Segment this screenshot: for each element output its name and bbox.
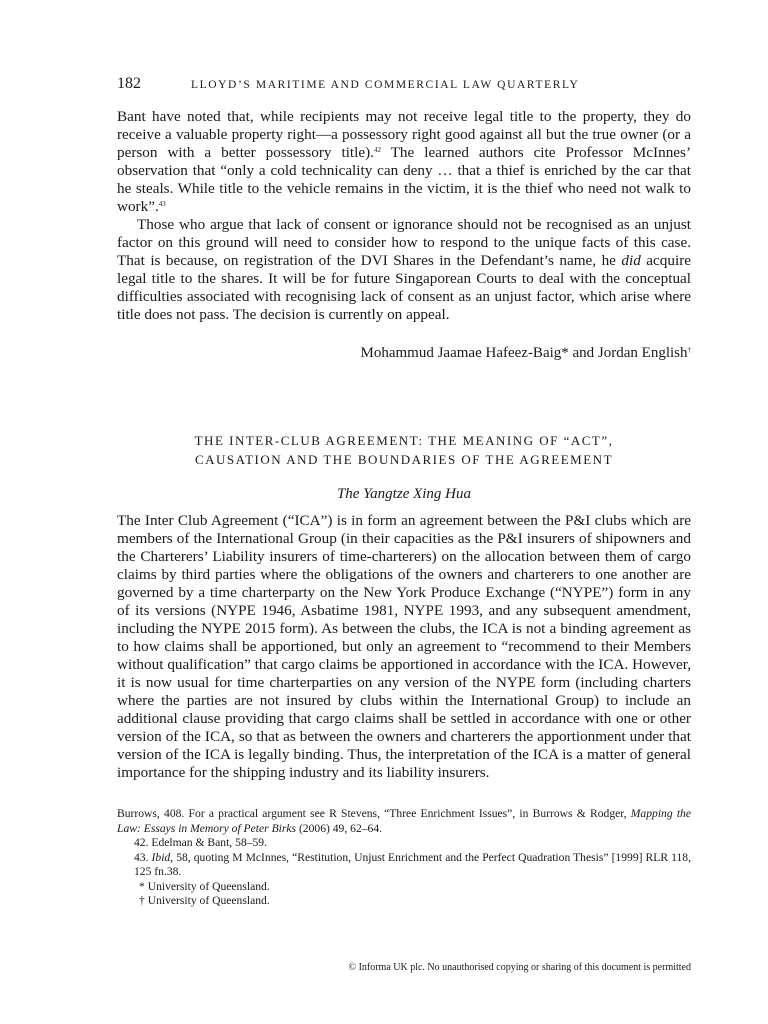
article-continuation: [117, 108, 691, 324]
heading-line-2: CAUSATION AND THE BOUNDARIES OF THE AGREEMENT: [194, 452, 614, 467]
case-name: The Yangtze Xing Hua: [336, 486, 472, 502]
footnotes: [117, 807, 691, 909]
copyright-notice: © Informa UK plc. No unauthorised copying or sharing of this document is permitted: [348, 962, 691, 973]
dagger-mark: †: [687, 346, 691, 354]
paragraph-bant: Bant have noted that, while recipients may not receive legal title to the property, they do receive a valuable property right—a possessory right good against all but the true owner (or a person with a better possessory title).$^{42}$ The learned authors cite Professor McInnes’ observation that “only a cold technicality can deny … that a thief is enriched by the car that he steals. While title to the vehicle remains in the victim, it is the thief who need not walk to work”.$^{43}$: [117, 108, 691, 215]
author-byline: Mohammud Jaamae Hafeez-Baig* and Jordan English†: [360, 345, 691, 361]
footnote-ref-43: 43: [158, 200, 166, 208]
footnote-43: 43. Ibid, 58, quoting M McInnes, “Restitution, Unjust Enrichment and the Perfect Quadration Thesis” [1999] RLR 118, 125 fn.38.: [134, 850, 691, 878]
footnote-42: 42. Edelman & Bant, 58–59.: [134, 836, 267, 849]
paragraph-lack-of-consent: Those who argue that lack of consent or ignorance should not be recognised as an unjust factor on this ground will need to consider how to respond to the unique facts of this case. That is because, on registration of the DVI Shares in the Defendant’s name, he did acquire legal title to the shares. It will be for future Singaporean Courts to deal with the conceptual difficulties associated with recognising lack of consent as an unjust factor, which arise where title does not pass. The decision is currently on appeal.: [117, 216, 691, 323]
running-head: [117, 73, 691, 95]
footnote-star: * University of Queensland.: [139, 879, 270, 893]
paragraph-ica: The Inter Club Agreement (“ICA”) is in form an agreement between the P&I clubs which are members of the International Group (in their capacities as the P&I insurers of shipowners and the Charterers’ Liability insurers of time-charterers) on the allocation between them of cargo claims by third parties where the obligations of the owners and charterers to one another are governed by a time charterparty on the New York Produce Exchange (“NYPE”) form in any of its versions (NYPE 1946, Asbatime 1981, NYPE 1993, and any subsequent amendment, including the NYPE 2015 form). As between the clubs, the ICA is not a binding agreement as to how claims shall be apportioned, but only an agreement to “recommend to their Members without qualification” that cargo claims be apportioned in accordance with the ICA. However, it is now usual for time charterparties on any version of the NYPE form (including charters where the parties are not insured by clubs within the International Group) to include an additional clause providing that cargo claims shall be settled in accordance with one or other version of the ICA, so that as between the owners and charterers the apportionment under that version of the ICA is legally binding. Thus, the interpretation of the ICA is a matter of general importance for the shipping industry and its liability insurers.: [117, 512, 691, 781]
footnote-41: Burrows, 408. For a practical argument see R Stevens, “Three Enrichment Issues”, in Burrows & Rodger, Mapping the Law: Essays in Memory of Peter Birks (2006) 49, 62–64.: [117, 807, 691, 835]
journal-title: LLOYD’S MARITIME AND COMMERCIAL LAW QUARTERLY: [191, 79, 580, 91]
heading-line-1: THE INTER-CLUB AGREEMENT: THE MEANING OF “ACT”,: [194, 433, 614, 448]
emphasis-did: did: [621, 252, 641, 269]
ica-section-body: [117, 512, 691, 782]
footnote-dagger: † University of Queensland.: [139, 894, 270, 907]
section-heading: [117, 431, 691, 469]
footnote-ref-42: 42: [373, 146, 381, 154]
page-number: 182: [117, 75, 141, 92]
